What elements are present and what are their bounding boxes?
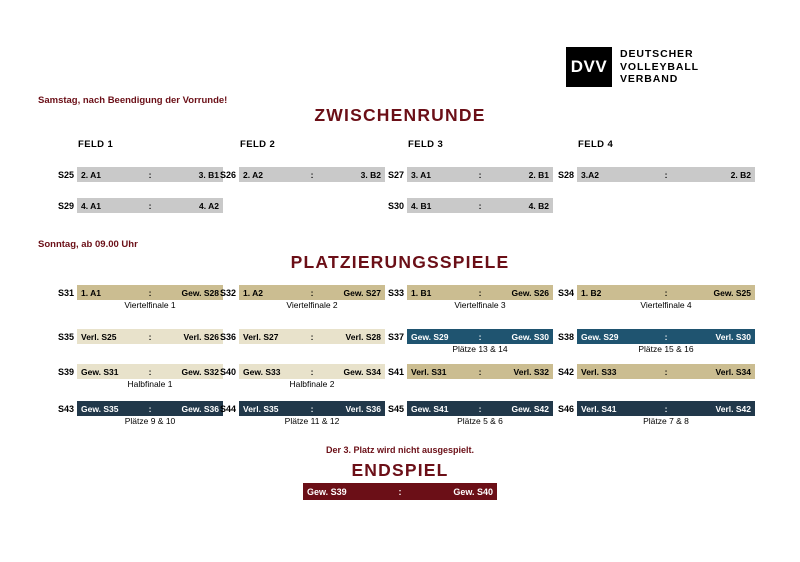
- match-code: S31: [57, 287, 74, 298]
- match-home: Gew. S39: [307, 486, 347, 497]
- match-separator: :: [478, 403, 482, 414]
- match-box: [577, 167, 755, 182]
- match-caption-S31: Viertelfinale 1: [124, 300, 176, 310]
- match-box: [407, 167, 553, 182]
- match-caption-S43: Plätze 9 & 10: [124, 416, 176, 426]
- match-away: 3. B2: [360, 169, 381, 180]
- match-box: [407, 364, 553, 379]
- match-box: [577, 329, 755, 344]
- match-away: Gew. S26: [511, 287, 549, 298]
- match-away: Gew. S34: [343, 366, 381, 377]
- match-home: 4. B1: [411, 200, 432, 211]
- match-caption-S39: Halbfinale 1: [127, 379, 173, 389]
- dvv-logo-line-3: VERBAND: [620, 73, 679, 85]
- match-home: 1. B1: [411, 287, 432, 298]
- match-code: S27: [387, 169, 404, 180]
- match-away: 4. B2: [528, 200, 549, 211]
- match-away: Gew. S36: [181, 403, 219, 414]
- match-away: 2. B1: [528, 169, 549, 180]
- match-box: [239, 401, 385, 416]
- match-caption-S40: Halbfinale 2: [289, 379, 335, 389]
- saturday-note: Samstag, nach Beendigung der Vorrunde!: [38, 95, 228, 106]
- dvv-logo-line-2: VOLLEYBALL: [620, 60, 699, 73]
- match-separator: :: [148, 366, 152, 377]
- match-S34: [552, 285, 755, 300]
- match-away: Verl. S42: [715, 403, 751, 414]
- match-separator: :: [310, 403, 314, 414]
- section-title-endspiel: ENDSPIEL: [351, 460, 449, 480]
- match-home: 3.A2: [581, 169, 599, 180]
- match-code: S38: [557, 331, 574, 342]
- match-away: Verl. S32: [513, 366, 549, 377]
- match-S43: [52, 401, 223, 416]
- match-separator: :: [310, 366, 314, 377]
- match-separator: :: [478, 331, 482, 342]
- match-away: Gew. S25: [713, 287, 751, 298]
- match-home: Verl. S27: [243, 331, 279, 342]
- match-endspiel: [303, 484, 497, 499]
- match-separator: :: [148, 287, 152, 298]
- match-code: S39: [57, 366, 74, 377]
- match-home: 3. A1: [411, 169, 432, 180]
- match-home: Gew. S31: [81, 366, 119, 377]
- match-separator: :: [148, 403, 152, 414]
- match-away: Gew. S32: [181, 366, 219, 377]
- match-box: [407, 401, 553, 416]
- match-away: 4. A2: [198, 200, 219, 211]
- match-away: Gew. S28: [181, 287, 219, 298]
- match-caption-S45: Plätze 5 & 6: [457, 416, 503, 426]
- match-caption-S33: Viertelfinale 3: [454, 300, 506, 310]
- match-S27: [382, 167, 553, 182]
- match-box: [577, 364, 755, 379]
- match-away: Verl. S36: [345, 403, 381, 414]
- field-label-3: FELD 3: [408, 139, 444, 150]
- match-code: S42: [557, 366, 574, 377]
- match-away: 3. B1: [198, 169, 219, 180]
- match-code: S44: [219, 403, 236, 414]
- match-home: Gew. S41: [411, 403, 449, 414]
- match-away: Verl. S28: [345, 331, 381, 342]
- match-home: Gew. S29: [581, 331, 619, 342]
- match-home: 1. A1: [81, 287, 102, 298]
- match-separator: :: [310, 169, 314, 180]
- match-code: S35: [57, 331, 74, 342]
- field-label-4: FELD 4: [578, 139, 614, 150]
- match-S31: [52, 285, 223, 300]
- match-box: [239, 329, 385, 344]
- match-S44: [214, 401, 385, 416]
- match-box: [239, 364, 385, 379]
- match-home: 1. B2: [581, 287, 602, 298]
- match-box: [407, 198, 553, 213]
- field-label-1: FELD 1: [78, 139, 114, 150]
- match-S39: [52, 364, 223, 379]
- match-S32: [214, 285, 385, 300]
- match-box: [239, 285, 385, 300]
- match-code: S34: [557, 287, 574, 298]
- match-separator: :: [478, 200, 482, 211]
- match-code: S28: [557, 169, 574, 180]
- match-away: Gew. S27: [343, 287, 381, 298]
- match-caption-S32: Viertelfinale 2: [286, 300, 338, 310]
- match-home: 1. A2: [243, 287, 264, 298]
- match-away: Gew. S40: [453, 486, 493, 497]
- match-S42: [552, 364, 755, 379]
- match-separator: :: [148, 200, 152, 211]
- match-box: [77, 167, 223, 182]
- match-separator: :: [664, 403, 668, 414]
- match-code: S43: [57, 403, 74, 414]
- match-home: Verl. S35: [243, 403, 279, 414]
- match-code: S30: [387, 200, 404, 211]
- dvv-logo-mark: DVV: [566, 47, 612, 87]
- match-S37: [382, 329, 553, 344]
- match-away: Gew. S42: [511, 403, 549, 414]
- match-S25: [52, 167, 223, 182]
- match-caption-S34: Viertelfinale 4: [640, 300, 692, 310]
- match-separator: :: [478, 366, 482, 377]
- sunday-note: Sonntag, ab 09.00 Uhr: [38, 239, 138, 250]
- match-home: Gew. S33: [243, 366, 281, 377]
- match-S45: [382, 401, 553, 416]
- match-away: Verl. S26: [183, 331, 219, 342]
- match-S30: [382, 198, 553, 213]
- match-away: 2. B2: [730, 169, 751, 180]
- match-code: S36: [219, 331, 236, 342]
- match-code: S32: [219, 287, 236, 298]
- third-place-note: Der 3. Platz wird nicht ausgespielt.: [325, 445, 475, 455]
- section-title-zwischenrunde: ZWISCHENRUNDE: [314, 105, 486, 125]
- match-separator: :: [398, 486, 402, 497]
- match-box: [77, 364, 223, 379]
- match-away: Gew. S30: [511, 331, 549, 342]
- match-separator: :: [478, 287, 482, 298]
- match-S29: [52, 198, 223, 213]
- match-away: Verl. S34: [715, 366, 751, 377]
- match-S35: [52, 329, 223, 344]
- match-code: S41: [387, 366, 404, 377]
- match-home: Verl. S41: [581, 403, 617, 414]
- match-separator: :: [664, 331, 668, 342]
- match-code: S45: [387, 403, 404, 414]
- match-separator: :: [664, 287, 668, 298]
- dvv-logo-text: [620, 47, 699, 86]
- match-separator: :: [310, 287, 314, 298]
- match-home: Gew. S35: [81, 403, 119, 414]
- match-caption-S37: Plätze 13 & 14: [452, 344, 508, 354]
- match-home: Verl. S31: [411, 366, 447, 377]
- match-caption-S44: Plätze 11 & 12: [284, 416, 340, 426]
- match-S41: [382, 364, 553, 379]
- match-S46: [552, 401, 755, 416]
- match-S28: [552, 167, 755, 182]
- match-home: 4. A1: [81, 200, 102, 211]
- match-caption-S38: Plätze 15 & 16: [638, 344, 694, 354]
- match-code: S46: [557, 403, 574, 414]
- match-box: [77, 198, 223, 213]
- match-separator: :: [664, 366, 668, 377]
- match-S38: [552, 329, 755, 344]
- match-home: 2. A2: [243, 169, 264, 180]
- match-S33: [382, 285, 553, 300]
- field-label-2: FELD 2: [240, 139, 276, 150]
- match-home: Verl. S25: [81, 331, 117, 342]
- match-code: S25: [57, 169, 74, 180]
- match-box: [407, 285, 553, 300]
- match-away: Verl. S30: [715, 331, 751, 342]
- match-S36: [214, 329, 385, 344]
- match-code: S26: [219, 169, 236, 180]
- match-separator: :: [148, 331, 152, 342]
- match-home: 2. A1: [81, 169, 102, 180]
- match-S26: [214, 167, 385, 182]
- match-box: [239, 167, 385, 182]
- match-box: [407, 329, 553, 344]
- match-separator: :: [148, 169, 152, 180]
- match-separator: :: [664, 169, 668, 180]
- match-S40: [214, 364, 385, 379]
- match-code: S37: [387, 331, 404, 342]
- match-box: [77, 329, 223, 344]
- match-code: S33: [387, 287, 404, 298]
- match-caption-S46: Plätze 7 & 8: [643, 416, 689, 426]
- match-box: [577, 401, 755, 416]
- match-separator: :: [310, 331, 314, 342]
- match-code: S29: [57, 200, 74, 211]
- match-code: S40: [219, 366, 236, 377]
- match-box: [303, 483, 497, 500]
- match-box: [577, 285, 755, 300]
- match-home: Gew. S29: [411, 331, 449, 342]
- match-separator: :: [478, 169, 482, 180]
- match-box: [77, 401, 223, 416]
- match-home: Verl. S33: [581, 366, 617, 377]
- section-title-platzierungsspiele: PLATZIERUNGSSPIELE: [290, 252, 510, 272]
- dvv-logo-line-1: DEUTSCHER: [620, 48, 694, 60]
- dvv-logo: [566, 47, 699, 87]
- match-box: [77, 285, 223, 300]
